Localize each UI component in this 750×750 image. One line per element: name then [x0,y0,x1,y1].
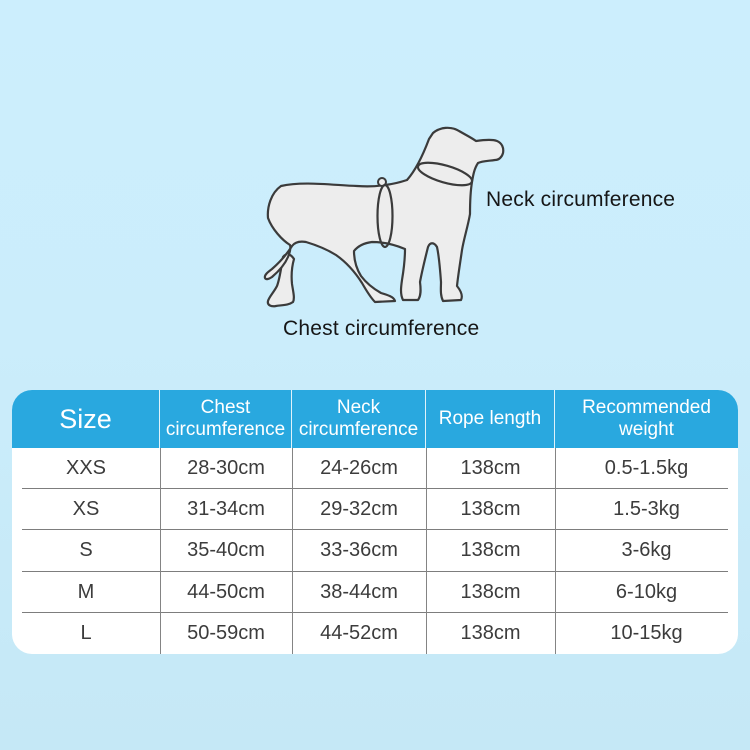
dog-body [265,128,503,302]
cell-neck: 38-44cm [320,580,398,603]
cell-weight: 3-6kg [621,539,672,562]
cell-weight: 0.5-1.5kg [604,457,689,480]
table-row [12,448,738,489]
table-body [12,448,738,654]
column-header-chest: Chest circumference [160,390,292,448]
cell-weight: 6-10kg [615,580,678,603]
table-row [12,489,738,530]
cell-rope: 138cm [460,457,521,480]
table-row [12,530,738,571]
table-row [12,572,738,613]
chest-circumference-label: Chest circumference [283,317,480,340]
cell-weight: 10-15kg [610,621,683,644]
column-header-neck: Neck circumference [292,390,426,448]
cell-rope: 138cm [460,621,521,644]
cell-chest: 44-50cm [187,580,265,603]
column-divider [555,448,556,654]
cell-size: XS [72,498,100,521]
column-divider [292,448,293,654]
cell-size: S [79,539,93,562]
column-header-weight: Recommended weight [582,397,711,440]
cell-size: XXS [65,457,107,480]
cell-chest: 35-40cm [187,539,265,562]
table-header-row [12,390,738,448]
cell-neck: 44-52cm [320,621,398,644]
size-chart-table [12,390,738,654]
column-divider [160,448,161,654]
column-header-size: Size [12,390,160,448]
column-divider [426,448,427,654]
cell-neck: 33-36cm [320,539,398,562]
cell-neck: 29-32cm [320,498,398,521]
cell-neck: 24-26cm [320,457,398,480]
cell-size: L [80,621,92,644]
cell-size: M [77,580,95,603]
table-row [12,613,738,654]
cell-rope: 138cm [460,498,521,521]
cell-rope: 138cm [460,580,521,603]
column-header-rope: Rope length [426,390,555,448]
cell-chest: 28-30cm [187,457,265,480]
cell-rope: 138cm [460,539,521,562]
neck-circumference-label: Neck circumference [486,188,676,211]
cell-chest: 50-59cm [187,621,265,644]
cell-weight: 1.5-3kg [613,498,680,521]
cell-chest: 31-34cm [187,498,265,521]
dog-illustration [252,124,507,309]
